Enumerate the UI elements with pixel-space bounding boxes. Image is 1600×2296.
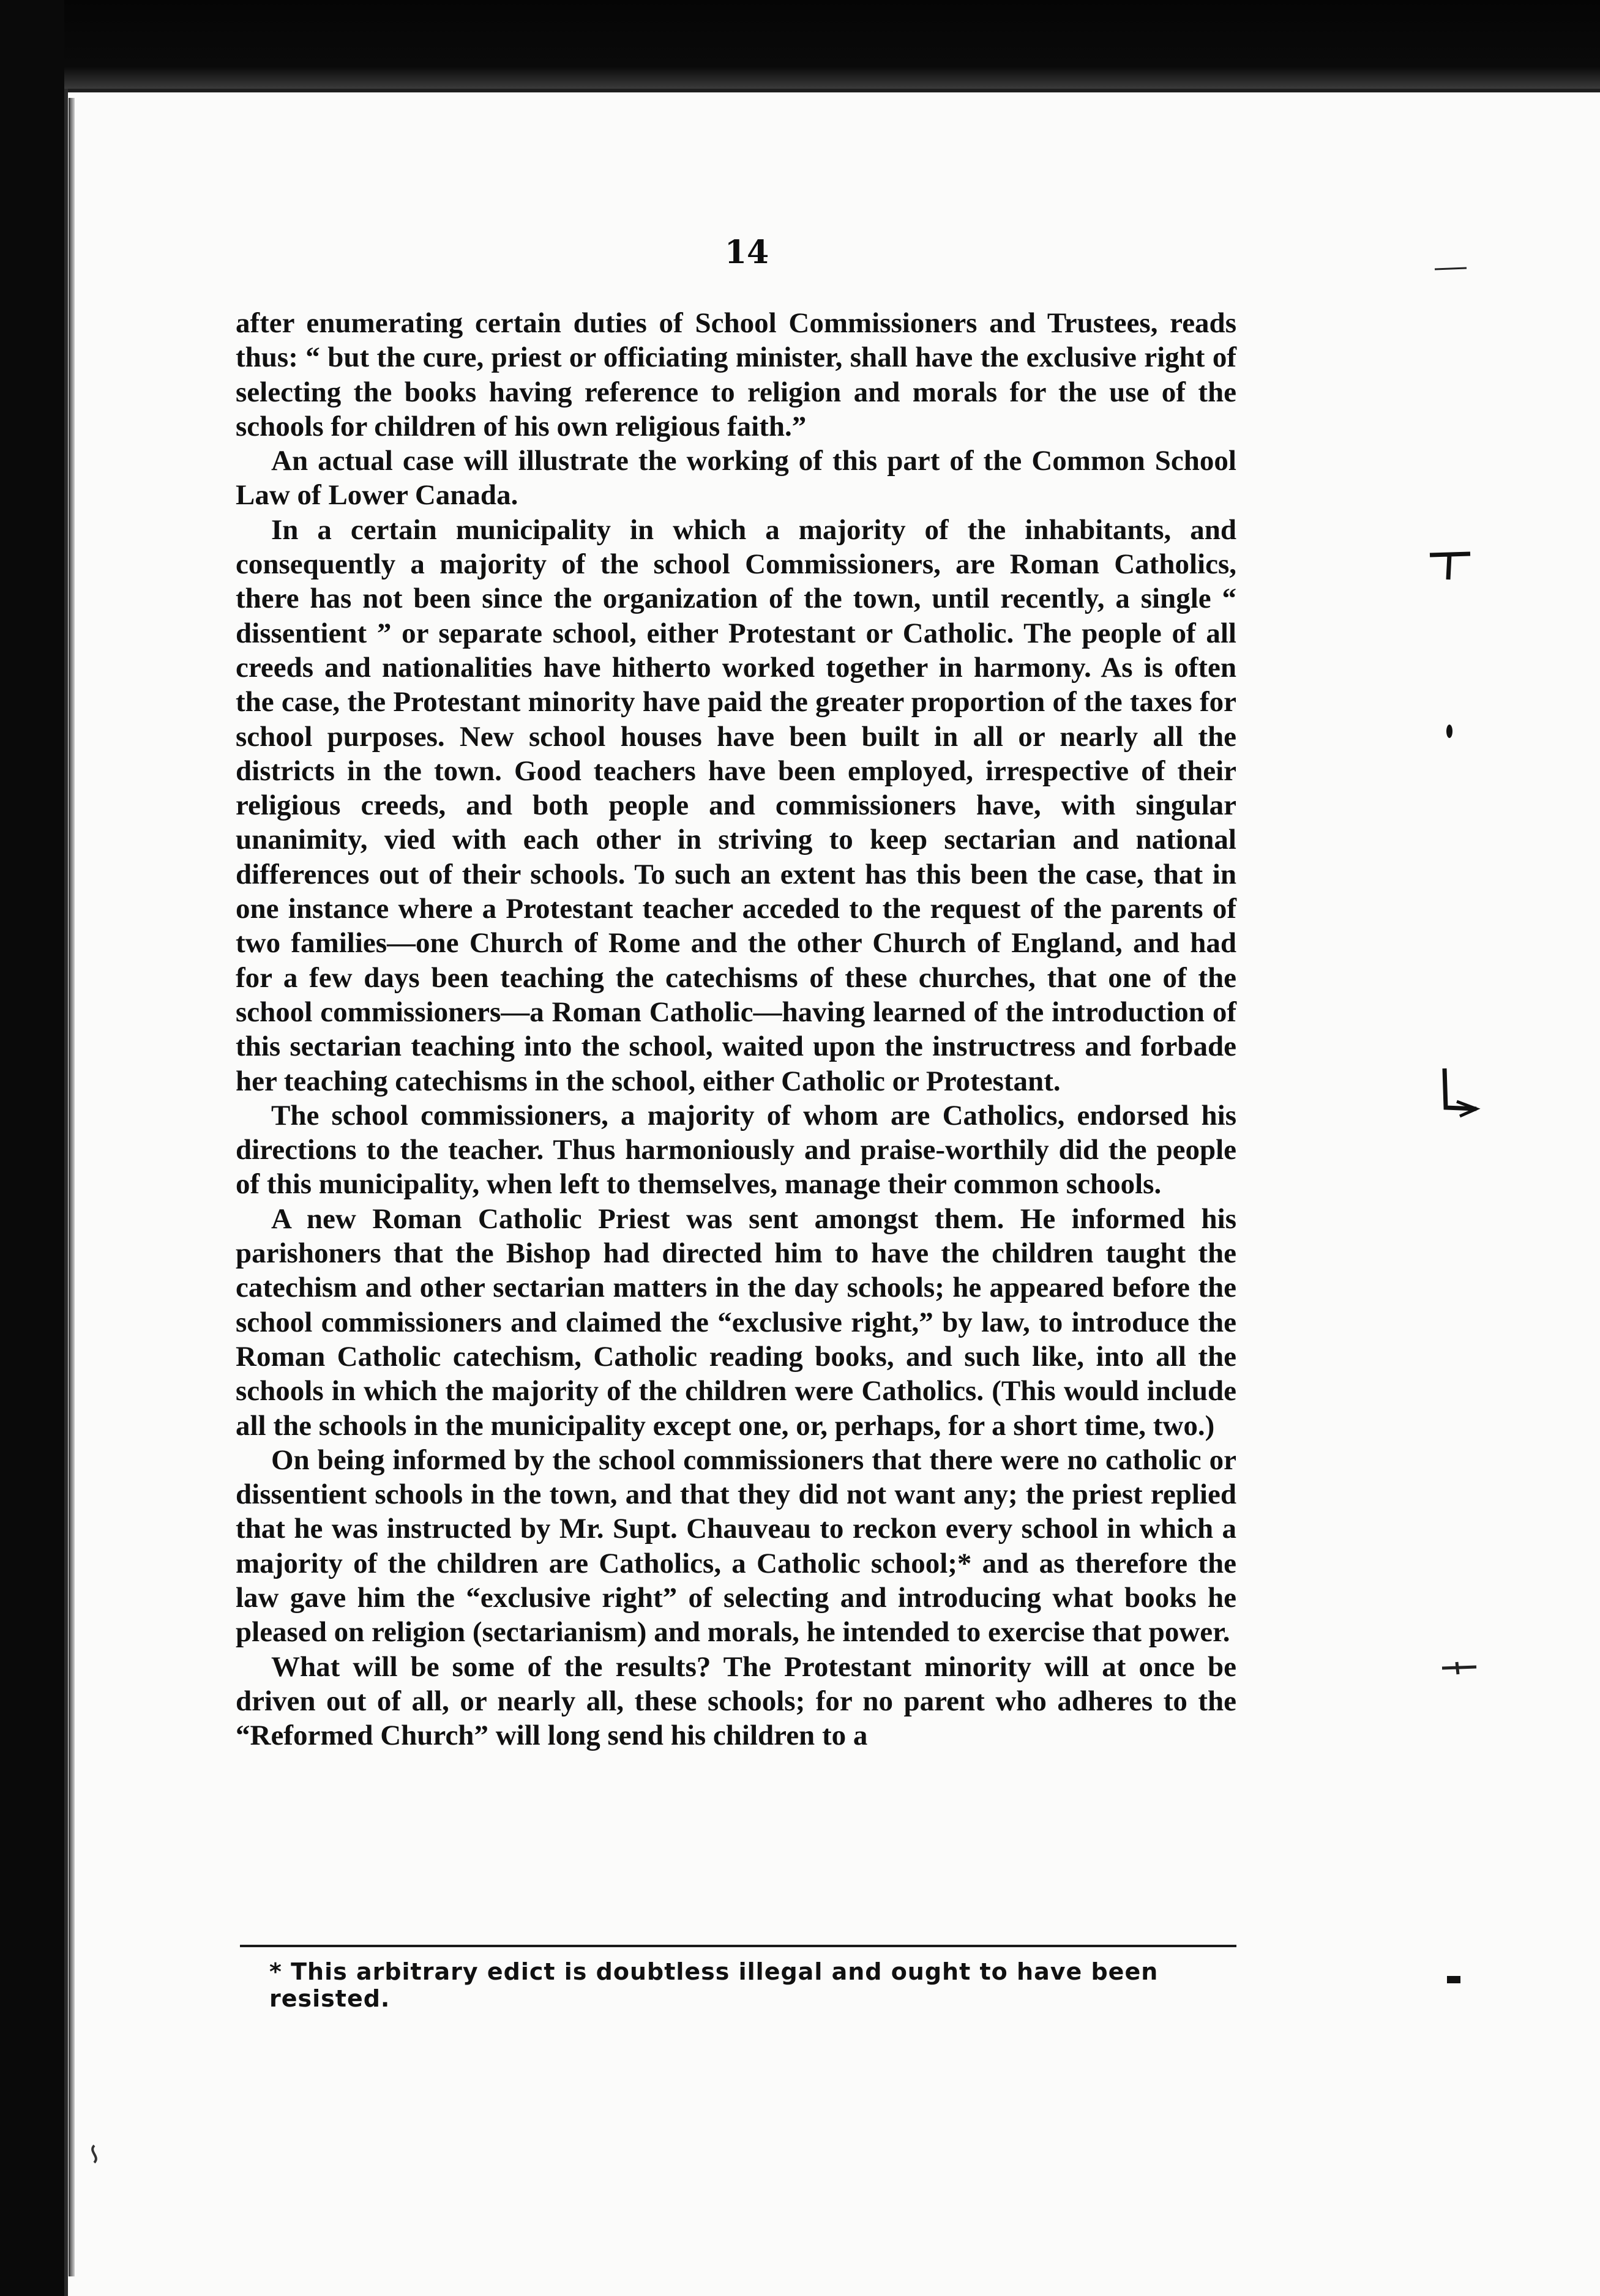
body-text: [236, 306, 1236, 1753]
paragraph: An actual case will illustrate the working of this part of the Common School Law of Lower Canada.: [236, 445, 1236, 512]
paragraph: after enumerating certain duties of School Commissioners and Trustees, reads thus: “ but the cure, priest or officiating minister, shall have the exclusive right of selecting the books having reference to religion and morals for the use of the schools for children of his own religious faith.”: [236, 307, 1236, 442]
page-number: 14: [724, 234, 769, 271]
margin-mark-blot: [1445, 1974, 1463, 1986]
footnote-divider: [240, 1945, 1236, 1947]
margin-mark-dash: [1432, 263, 1469, 275]
scan-border-top: [0, 0, 1600, 89]
paragraph: On being informed by the school commissioners that there were no catholic or dissentient schools in the town, and that they did not want any; the priest replied that he was instructed by Mr. Supt. Chauveau to reckon every school in which a majority of the children are Catholics, a Catholic school;* and as therefore the law gave him the “exclusive right” of selecting and introducing what books he pleased on religion (sectarianism) and morals, he intended to exercise that power.: [236, 1444, 1236, 1649]
paragraph: In a certain municipality in which a majority of the inhabitants, and consequently a majority of the school Commissioners, are Roman Catholics, there has not been since the organization of the town, until recently, a single “ dissentient ” or separate school, either Protestant or Catholic. The people of all creeds and nationalities have hitherto worked together in harmony. As is often the case, the Protestant minority have paid the greater proportion of the taxes for school purposes. New school houses have been built in all or nearly all the districts in the town. Good teachers have been employed, irrespective of their religious creeds, and both people and commissioners have, with singular unanimity, vied with each other in striving to keep sectarian and national differences out of their schools. To such an extent has this been the case, that in one instance where a Protestant teacher acceded to the request of the parents of two families—one Church of Rome and the other Church of England, and had for a few days been teaching the catechisms of these churches, that one of the school commissioners—a Roman Catholic—having learned of the introduction of this sectarian teaching into the school, waited upon the instructress and forbade her teaching catechisms in the school, either Catholic or Protestant.: [236, 513, 1236, 1097]
paragraph: What will be some of the results? The Protestant minority will at once be driven out of all, or nearly all, these schools; for no parent who adheres to the “Reformed Church” will long send his children to a: [236, 1650, 1236, 1752]
margin-mark-hook: [1426, 1065, 1481, 1120]
paragraph: A new Roman Catholic Priest was sent amongst them. He informed his parishoners that the Bishop had directed him to have the children taught the catechism and other sectarian matters in the day schools; he appeared before the school commissioners and claimed the “exclusive right,” by law, to introduce the Roman Catholic catechism, Catholic reading books, and such like, into all the schools in which the majority of the children were Catholics. (This would include all the schools in the municipality except one, or, perhaps, for a short time, two.): [236, 1202, 1236, 1442]
margin-mark-tee: [1426, 548, 1475, 584]
paper-edge: [69, 98, 75, 2276]
margin-mark-cross: [1438, 1658, 1481, 1677]
margin-mark-dot: [1443, 722, 1456, 740]
paragraph: The school commissioners, a majority of whom are Catholics, endorsed his directions to the teacher. Thus harmoniously and praise-worthily did the people of this municipality, when left to themselves, manage their common schools.: [236, 1099, 1236, 1201]
scan-border-left: [0, 0, 64, 2296]
margin-mark-small: [86, 2142, 104, 2166]
footnote: * This arbitrary edict is doubtless illegal and ought to have been resisted.: [269, 1958, 1159, 2012]
